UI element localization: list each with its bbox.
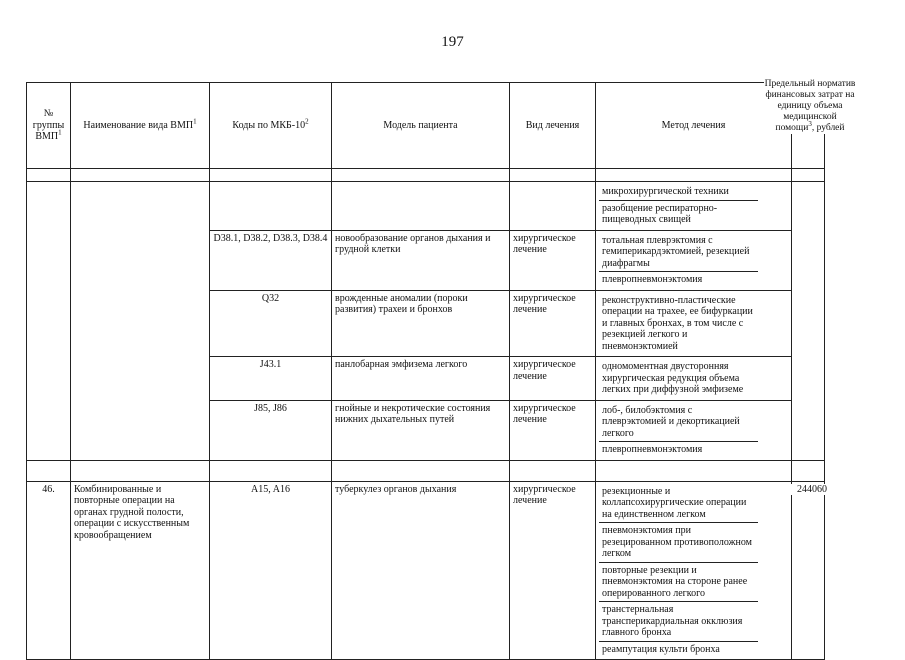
method-item: разобщение респираторно-пищеводных свищей [602,202,718,225]
codes-cell: J43.1 [210,357,332,401]
method-item: повторные резекции и пневмонэктомия на стороне ранее оперированного легкого [599,563,758,603]
vmp-table [26,79,856,660]
method-item: резекционные и коллапсохирургические операции на единственном легком [599,484,758,524]
header-cost-norm: Предельный норматив финансовых затрат на единицу объема медицинской помощи$^3$, рублей [792,83,825,169]
model-cell: новообразование органов дыхания и грудной клетки [332,230,510,290]
type-cell: хирургическое лечение [510,400,596,460]
header-vmp-name: Наименование вида ВМП$^1$ [71,83,210,169]
header-patient-model: Модель пациента [332,83,510,169]
codes-cell: J85, J86 [210,400,332,460]
codes-cell [210,182,332,231]
vmp-name-cell: Комбинированные и повторные операции на органах грудной полости, операции с искусственным кровообращением [71,481,210,660]
norm-cell-empty [792,182,825,461]
table-row-group-46 [27,481,825,660]
method-cell [596,357,792,401]
method-item: микрохирургической техники [599,184,758,201]
group-number-cell: 46. [27,481,71,660]
header-group-number: № группы ВМП$^1$ [27,83,71,169]
header-icd-codes: Коды по МКБ-$10^2$ [210,83,332,169]
table-gap-row [27,460,825,481]
model-cell [332,182,510,231]
type-cell: хирургическое лечение [510,357,596,401]
type-cell: хирургическое лечение [510,481,596,660]
type-cell: хирургическое лечение [510,290,596,357]
model-cell: панлобарная эмфизема легкого [332,357,510,401]
table-row [27,182,825,231]
model-cell: гнойные и некротические состояния нижних дыхательных путей [332,400,510,460]
model-cell: врожденные аномалии (пороки развития) трахеи и бронхов [332,290,510,357]
type-cell: хирургическое лечение [510,230,596,290]
method-item: плевропневмонэктомия [602,444,703,455]
method-item: реконструктивно-пластические операции на трахее, ее бифуркации и главных бронхах, в том числе с резекцией легкого и пневмонэктомией [602,294,753,352]
page-number: 197 [441,34,464,50]
norm-cell [792,481,825,660]
table-number-row [27,169,825,182]
method-item: одномоментная двусторонняя хирургическая редукция объема легких при диффузной эмфиземе [602,361,744,395]
codes-cell: Q32 [210,290,332,357]
method-cell [596,230,792,290]
method-item: плевропневмонэктомия [602,274,703,285]
method-item: тотальная плеврэктомия с гемиперикардэктомией, резекцией диафрагмы [599,233,758,273]
method-item: пневмонэктомия при резецированном противоположном легком [599,523,758,563]
codes-cell: A15, A16 [210,481,332,660]
method-cell [596,400,792,460]
method-cell [596,290,792,357]
method-cell [596,182,792,231]
method-item: реампутация культи бронха [602,643,720,655]
method-item: транстернальная трансперикардиальная окклюзия главного бронха [599,602,758,642]
cost-norm-value: 244060 [772,484,852,496]
codes-cell: D38.1, D38.2, D38.3, D38.4 [210,230,332,290]
method-item: лоб-, билобэктомия с плеврэктомией и декортикацией легкого [599,403,758,443]
header-treatment-method: Метод лечения [596,83,792,169]
header-treatment-type: Вид лечения [510,83,596,169]
group-cell-empty [27,182,71,461]
model-cell: туберкулез органов дыхания [332,481,510,660]
name-cell-empty [71,182,210,461]
type-cell [510,182,596,231]
table-header-row [27,83,825,169]
method-cell [596,481,792,660]
